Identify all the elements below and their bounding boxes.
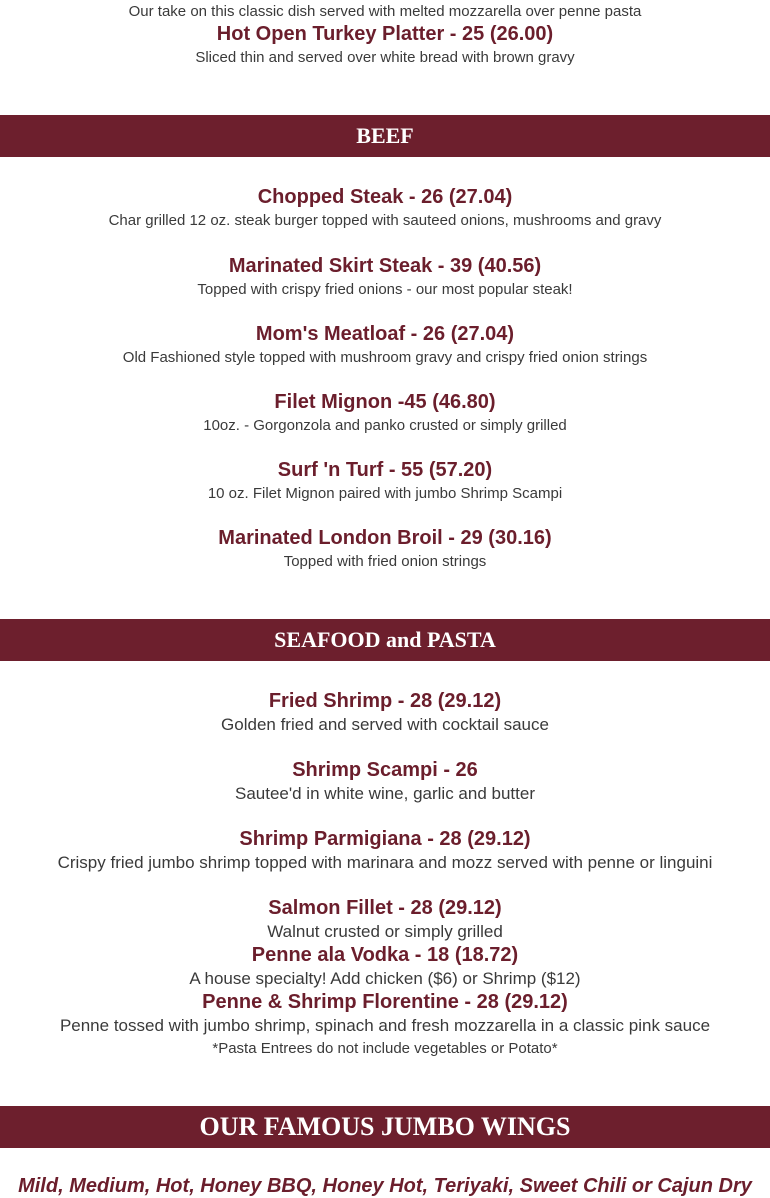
item-title: Surf 'n Turf - 55 (57.20) — [277, 459, 493, 481]
item-description: Sautee'd in white wine, garlic and butter — [235, 784, 535, 803]
item-description: Old Fashioned style topped with mushroom gravy and crispy fried onion strings — [122, 349, 648, 366]
item-description: Crispy fried jumbo shrimp topped with marinara and mozz served with penne or linguini — [57, 853, 713, 872]
item-description: Topped with fried onion strings — [283, 553, 487, 570]
item-description: 10oz. - Gorgonzola and panko crusted or simply grilled — [203, 417, 567, 434]
item-description: 10 oz. Filet Mignon paired with jumbo Shrimp Scampi — [207, 485, 563, 502]
item-title: Filet Mignon -45 (46.80) — [274, 391, 496, 413]
item-description: Sliced thin and served over white bread with brown gravy — [195, 49, 575, 66]
item-description: Penne tossed with jumbo shrimp, spinach and fresh mozzarella in a classic pink sauce — [59, 1016, 711, 1035]
item-description: Char grilled 12 oz. steak burger topped with sauteed onions, mushrooms and gravy — [108, 212, 662, 229]
section-header-beef: BEEF — [0, 115, 770, 157]
item-description: Our take on this classic dish served with melted mozzarella over penne pasta — [128, 3, 642, 20]
item-title: Marinated London Broil - 29 (30.16) — [218, 527, 552, 549]
item-title: Shrimp Scampi - 26 — [292, 759, 478, 781]
item-description: A house specialty! Add chicken ($6) or Shrimp ($12) — [189, 969, 581, 988]
item-description: Walnut crusted or simply grilled — [267, 922, 503, 941]
item-title: Mom's Meatloaf - 26 (27.04) — [255, 323, 515, 345]
item-title: Shrimp Parmigiana - 28 (29.12) — [239, 828, 531, 850]
item-description: Topped with crispy fried onions - our most popular steak! — [197, 281, 573, 298]
item-title: Penne ala Vodka - 18 (18.72) — [251, 944, 519, 966]
item-title: Fried Shrimp - 28 (29.12) — [268, 690, 502, 712]
item-title: Chopped Steak - 26 (27.04) — [257, 186, 513, 208]
item-title: Hot Open Turkey Platter - 25 (26.00) — [216, 23, 554, 45]
pasta-note: *Pasta Entrees do not include vegetables or Potato* — [212, 1040, 558, 1057]
item-title: Salmon Fillet - 28 (29.12) — [268, 897, 502, 919]
section-header-seafood-pasta: SEAFOOD and PASTA — [0, 619, 770, 661]
item-description: Golden fried and served with cocktail sauce — [221, 715, 549, 734]
item-title: Marinated Skirt Steak - 39 (40.56) — [228, 255, 542, 277]
section-header-wings: OUR FAMOUS JUMBO WINGS — [0, 1106, 770, 1148]
wing-flavors: Mild, Medium, Hot, Honey BBQ, Honey Hot, Teriyaki, Sweet Chili or Cajun Dry — [18, 1175, 752, 1197]
item-title: Penne & Shrimp Florentine - 28 (29.12) — [202, 991, 568, 1013]
